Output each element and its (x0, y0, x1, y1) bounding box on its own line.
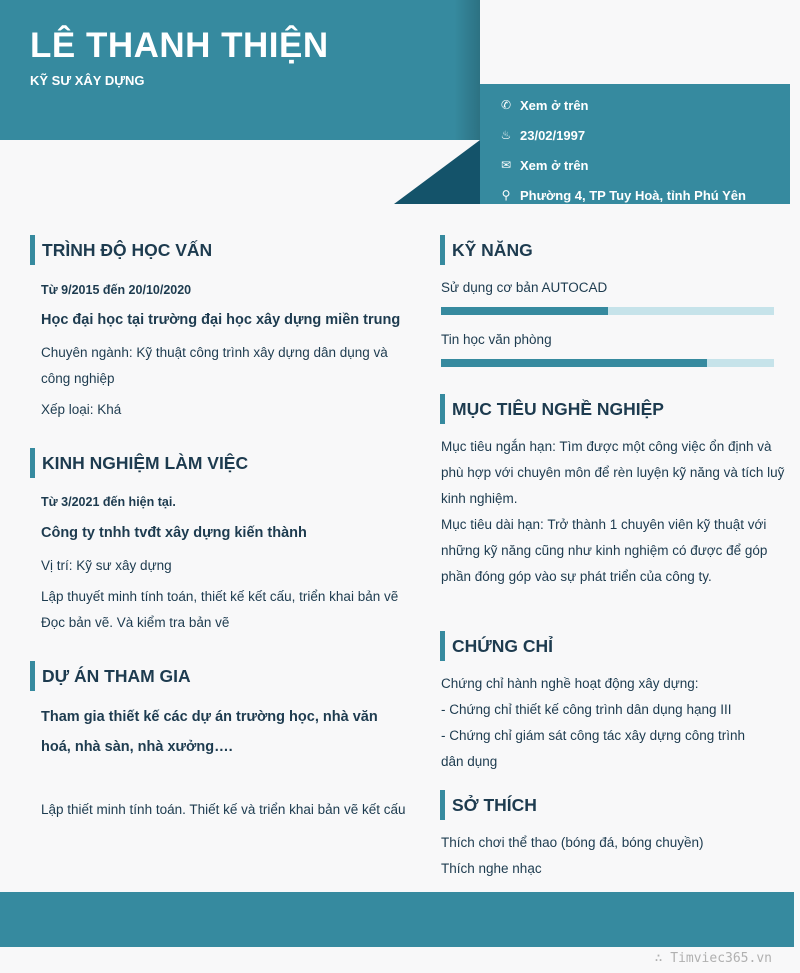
skill-bar-office (441, 359, 774, 367)
hobby-item-1: Thích chơi thể thao (bóng đá, bóng chuyền) (441, 835, 704, 850)
hobby-item-2: Thích nghe nhạc (441, 861, 542, 876)
envelope-icon: ✉ (500, 158, 512, 172)
skill-label-autocad: Sử dụng cơ bản AUTOCAD (441, 280, 608, 295)
skill-bar-autocad (441, 307, 774, 315)
objective-short-term: Mục tiêu ngắn hạn: Tìm được một công việc ổn định và phù hợp với chuyên môn để rèn luyện kỹ năng và tích luỹ kinh nghiệm. (441, 439, 785, 506)
watermark-logo: ∴ Timviec365.vn (654, 951, 772, 966)
education-heading: TRÌNH ĐỘ HỌC VẤN (30, 235, 212, 265)
contact-birthday-text: 23/02/1997 (520, 127, 586, 143)
skills-heading: KỸ NĂNG (440, 235, 533, 265)
experience-position: Vị trí: Kỹ sư xây dựng (41, 558, 172, 573)
contact-email (497, 155, 589, 175)
projects-heading: DỰ ÁN THAM GIA (30, 661, 191, 691)
projects-detail: Lập thiết minh tính toán. Thiết kế và triển khai bản vẽ kết cấu (41, 802, 406, 817)
header-banner (0, 0, 480, 140)
contact-phone (497, 95, 589, 115)
contact-email-text: Xem ở trên (520, 157, 589, 173)
phone-icon: ✆ (500, 98, 512, 112)
footer-bar (0, 892, 794, 947)
experience-duty-1: Lập thuyết minh tính toán, thiết kế kết cấu, triển khai bản vẽ (41, 589, 399, 604)
hobbies-heading: SỞ THÍCH (440, 790, 537, 820)
experience-period: Từ 3/2021 đến hiện tại. (41, 495, 176, 509)
contact-address-text: Phường 4, TP Tuy Hoà, tỉnh Phú Yên (520, 187, 746, 203)
skill-label-office: Tin học văn phòng (441, 332, 552, 347)
contact-phone-text: Xem ở trên (520, 97, 589, 113)
candidate-name: LÊ THANH THIỆN (30, 26, 329, 65)
certificate-item-1: - Chứng chỉ thiết kế công trình dân dụng hạng III (441, 702, 732, 717)
certificate-item-2: - Chứng chỉ giám sát công tác xây dựng công trình dân dụng (441, 728, 745, 769)
experience-heading: KINH NGHIỆM LÀM VIỆC (30, 448, 248, 478)
contact-panel (480, 84, 790, 204)
objective-heading: MỤC TIÊU NGHỀ NGHIỆP (440, 394, 664, 424)
skill-bar-fill (441, 307, 608, 315)
certificates-intro: Chứng chỉ hành nghề hoạt động xây dựng: (441, 676, 699, 691)
objective-long-term: Mục tiêu dài hạn: Trở thành 1 chuyên viên kỹ thuật với những kỹ năng cũng như kinh nghiệm có được để góp phần đóng góp vào sự phát triển của công ty. (441, 517, 768, 584)
skill-bar-fill (441, 359, 707, 367)
education-rank: Xếp loại: Khá (41, 402, 122, 417)
birthday-cake-icon: ♨ (500, 128, 512, 142)
job-title: KỸ SƯ XÂY DỰNG (30, 73, 145, 88)
education-period: Từ 9/2015 đến 20/10/2020 (41, 283, 192, 297)
contact-birthday (497, 125, 585, 145)
experience-duty-2: Đọc bản vẽ. Và kiểm tra bản vẽ (41, 615, 230, 630)
education-major: Chuyên ngành: Kỹ thuật công trình xây dựng dân dụng và công nghiệp (41, 345, 388, 386)
projects-headline: Tham gia thiết kế các dự án trường học, nhà văn hoá, nhà sàn, nhà xưởng…. (41, 709, 378, 755)
map-marker-icon: ⚲ (501, 188, 511, 202)
contact-address (497, 185, 746, 205)
education-school: Học đại học tại trường đại học xây dựng miền trung (41, 312, 401, 328)
header-fold-decoration (394, 140, 480, 204)
experience-company: Công ty tnhh tvđt xây dựng kiến thành (41, 525, 307, 541)
certificates-heading: CHỨNG CHỈ (440, 631, 553, 661)
